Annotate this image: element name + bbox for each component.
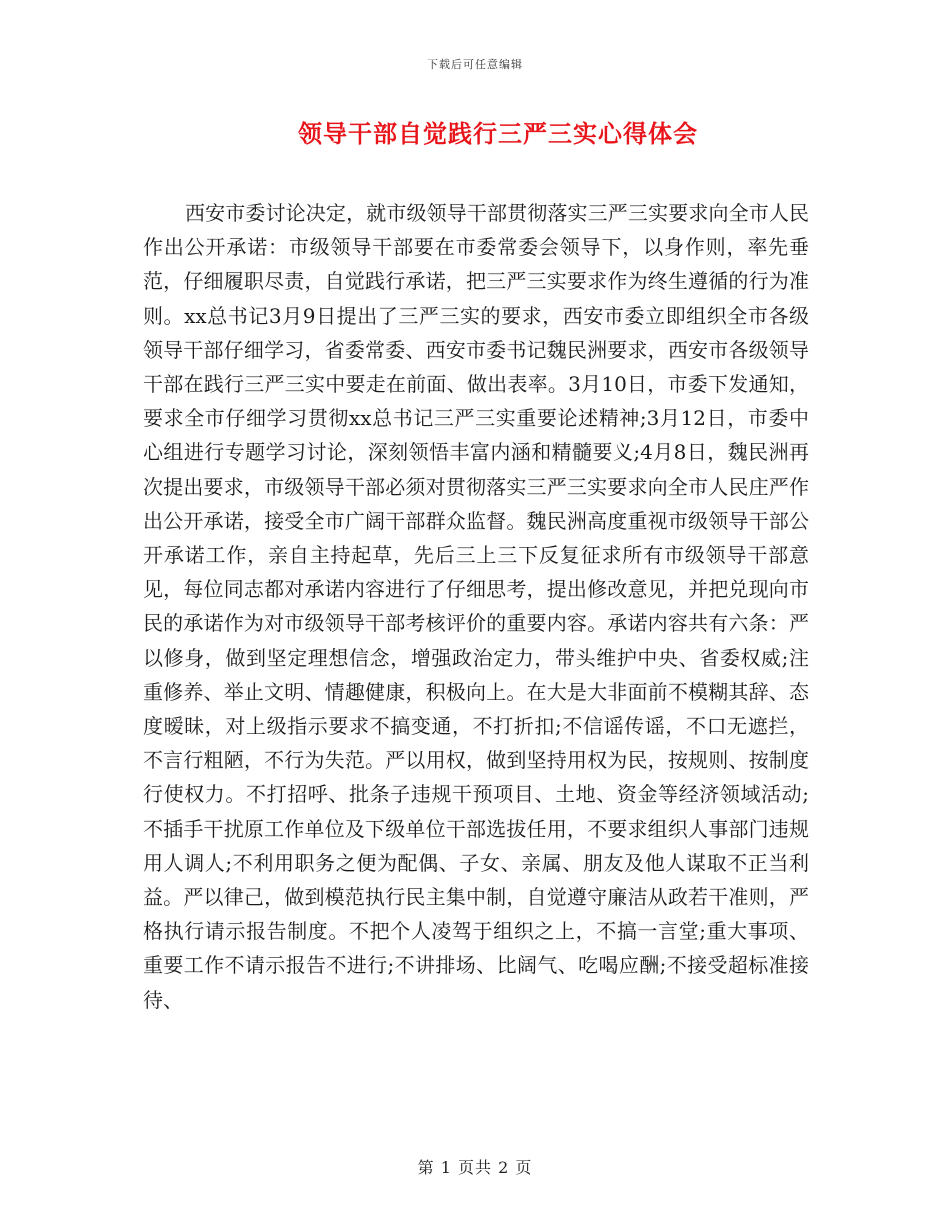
header-note: 下载后可任意编辑	[427, 58, 523, 71]
page-number: 第 1 页共 2 页	[417, 1158, 533, 1177]
body-paragraph: 西安市委讨论决定，就市级领导干部贯彻落实三严三实要求向全市人民作出公开承诺：市级领导干部要在市委常委会领导下，以身作则，率先垂范，仔细履职尽责，自觉践行承诺，把三严三实要求作为终生遵循的行为准则。xx总书记3月9日提出了三严三实的要求，西安市委立即组织全市各级领导干部仔细学习，省委常委、西安市委书记魏民洲要求，西安市各级领导干部在践行三严三实中要走在前面、做出表率。3月10日，市委下发通知，要求全市仔细学习贯彻xx总书记三严三实重要论述精神;3月12日，市委中心组进行专题学习讨论，深刻领悟丰富内涵和精髓要义;4月8日，魏民洲再次提出要求，市级领导干部必须对贯彻落实三严三实要求向全市人民庄严作出公开承诺，接受全市广阔干部群众监督。魏民洲高度重视市级领导干部公开承诺工作，亲自主持起草，先后三上三下反复征求所有市级领导干部意见，每位同志都对承诺内容进行了仔细思考，提出修改意见，并把兑现向市民的承诺作为对市级领导干部考核评价的重要内容。承诺内容共有六条：严以修身，做到坚定理想信念，增强政治定力，带头维护中央、省委权威;注重修养、举止文明、情趣健康，积极向上。在大是大非面前不模糊其辞、态度暧昧，对上级指示要求不搞变通，不打折扣;不信谣传谣，不口无遮拦，不言行粗陋，不行为失范。严以用权，做到坚持用权为民，按规则、按制度行使权力。不打招呼、批条子违规干预项目、土地、资金等经济领域活动;不插手干扰原工作单位及下级单位干部选拔任用，不要求组织人事部门违规用人调人;不利用职务之便为配偶、子女、亲属、朋友及他人谋取不正当利益。严以律己，做到模范执行民主集中制，自觉遵守廉洁从政若干准则，严格执行请示报告制度。不把个人凌驾于组织之上，不搞一言堂;重大事项、重要工作不请示报告不进行;不讲排场、比阔气、吃喝应酬;不接受超标准接待、	[143, 201, 809, 1012]
document-title: 领导干部自觉践行三严三实心得体会	[298, 119, 698, 148]
